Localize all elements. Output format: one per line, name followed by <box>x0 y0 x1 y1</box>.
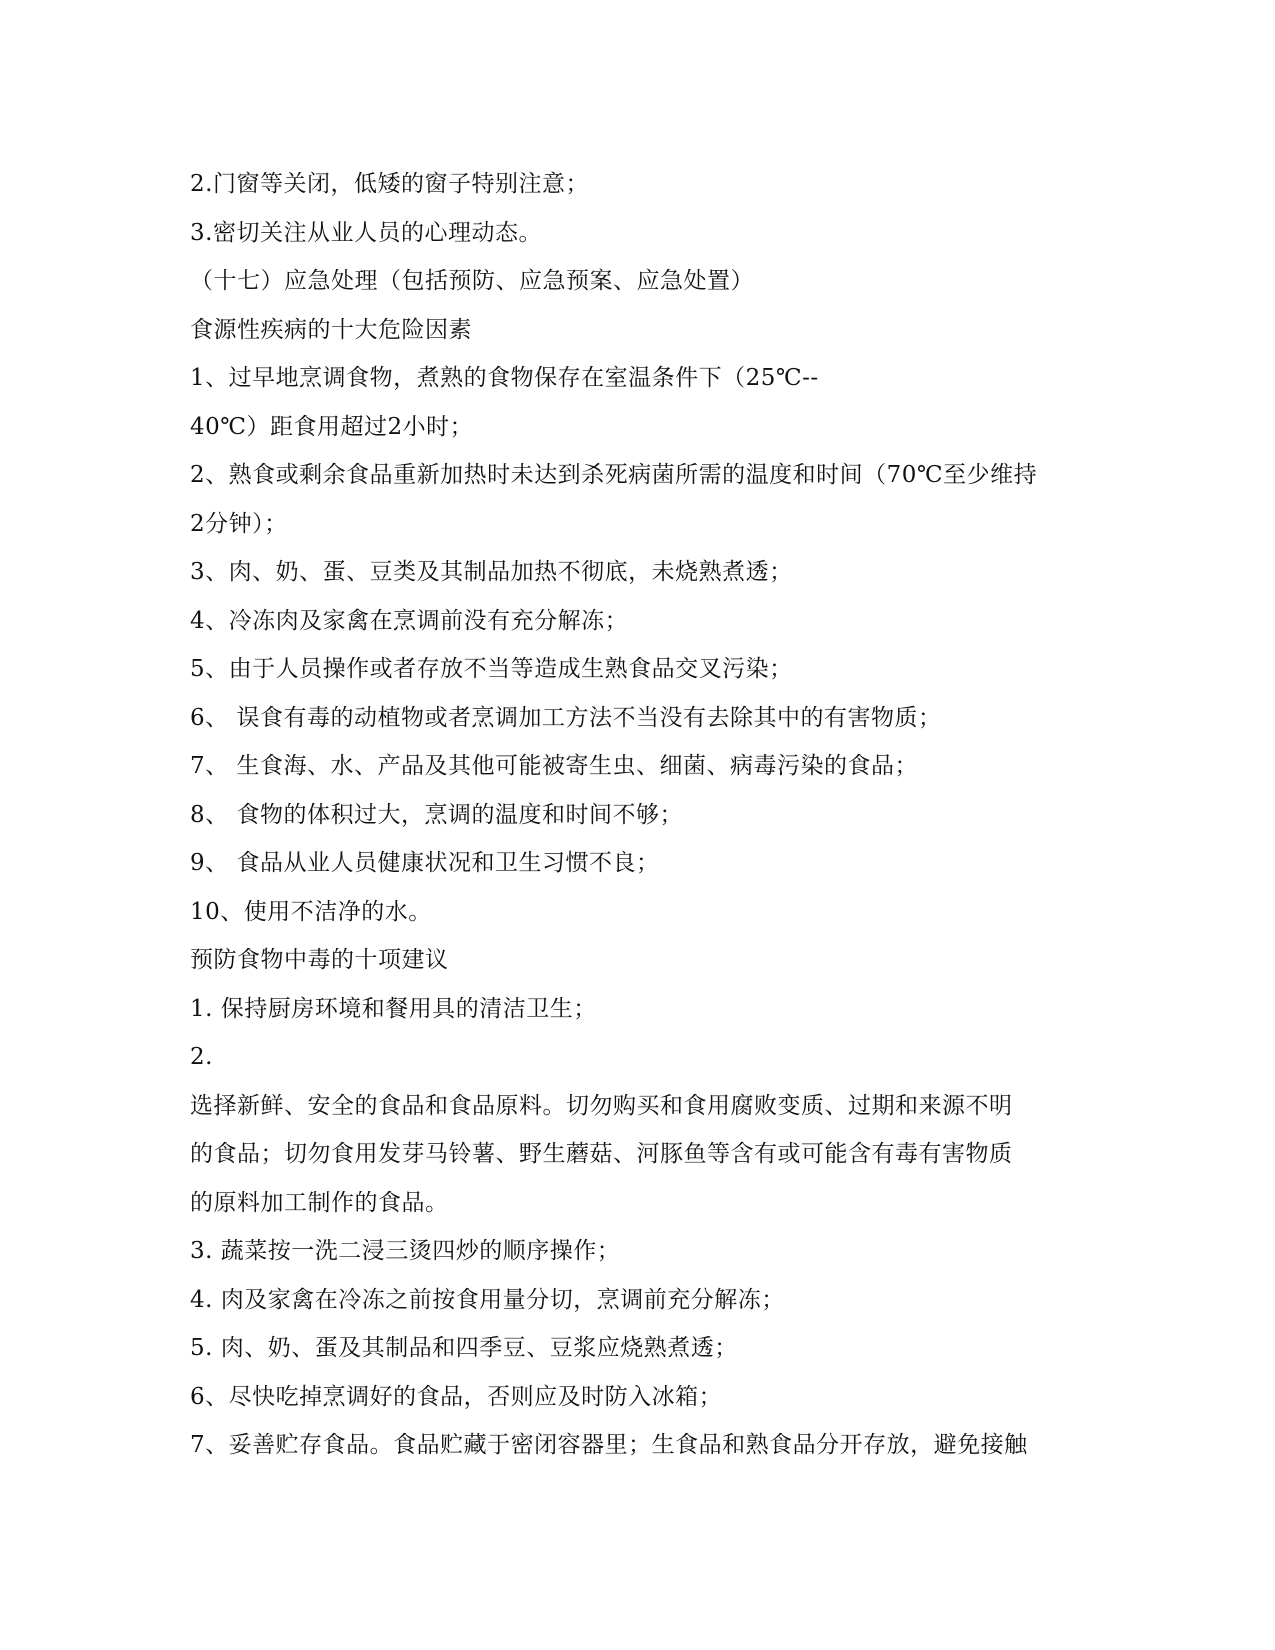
list-item-continuation: 选择新鲜、安全的食品和食品原料。切勿购买和食用腐败变质、过期和来源不明 <box>190 1092 1013 1119</box>
section-heading: （十七）应急处理（包括预防、应急预案、应急处置） <box>190 268 754 294</box>
subsection-heading: 食源性疾病的十大危险因素 <box>190 316 472 343</box>
list-item: 5、由于人员操作或者存放不当等造成生熟食品交叉污染； <box>190 656 793 682</box>
list-item: 1、过早地烹调食物，煮熟的食物保存在室温条件下（25℃-- <box>190 365 819 391</box>
subsection-heading: 预防食物中毒的十项建议 <box>190 947 449 973</box>
list-item: 1. 保持厨房环境和餐用具的清洁卫生； <box>190 995 597 1022</box>
list-item: 4. 肉及家禽在冷冻之前按食用量分切，烹调前充分解冻； <box>190 1286 785 1313</box>
list-item: 10、使用不洁净的水。 <box>190 898 432 925</box>
list-item: 3. 蔬菜按一洗二浸三烫四炒的顺序操作； <box>190 1238 621 1264</box>
list-item: 5. 肉、奶、蛋及其制品和四季豆、豆浆应烧熟煮透； <box>190 1335 738 1361</box>
list-item-continuation: 的食品；切勿食用发芽马铃薯、野生蘑菇、河豚鱼等含有或可能含有毒有害物质 <box>190 1141 1013 1167</box>
list-item-continuation: 的原料加工制作的食品。 <box>190 1189 449 1216</box>
list-item-continuation: 40℃）距食用超过2小时； <box>190 413 474 440</box>
text-line: 2.门窗等关闭，低矮的窗子特别注意； <box>190 171 589 197</box>
list-item: 7、 生食海、水、产品及其他可能被寄生虫、细菌、病毒污染的食品； <box>190 753 918 779</box>
list-item: 6、尽快吃掉烹调好的食品，否则应及时防入冰箱； <box>190 1383 723 1410</box>
document-body <box>190 160 1090 1470</box>
list-item: 3、肉、奶、蛋、豆类及其制品加热不彻底，未烧熟煮透； <box>190 559 793 585</box>
list-item-continuation: 2分钟）； <box>190 510 288 537</box>
list-item: 2. <box>190 1044 213 1070</box>
text-line: 3.密切关注从业人员的心理动态。 <box>190 219 542 246</box>
list-item: 7、妥善贮存食品。食品贮藏于密闭容器里；生食品和熟食品分开存放，避免接触 <box>190 1432 1028 1458</box>
list-item: 2、熟食或剩余食品重新加热时未达到杀死病菌所需的温度和时间（70℃至少维持 <box>190 462 1038 488</box>
list-item: 9、 食品从业人员健康状况和卫生习惯不良； <box>190 850 660 876</box>
list-item: 6、 误食有毒的动植物或者烹调加工方法不当没有去除其中的有害物质； <box>190 704 942 731</box>
list-item: 4、冷冻肉及家禽在烹调前没有充分解冻； <box>190 607 629 634</box>
list-item: 8、 食物的体积过大，烹调的温度和时间不够； <box>190 801 683 828</box>
